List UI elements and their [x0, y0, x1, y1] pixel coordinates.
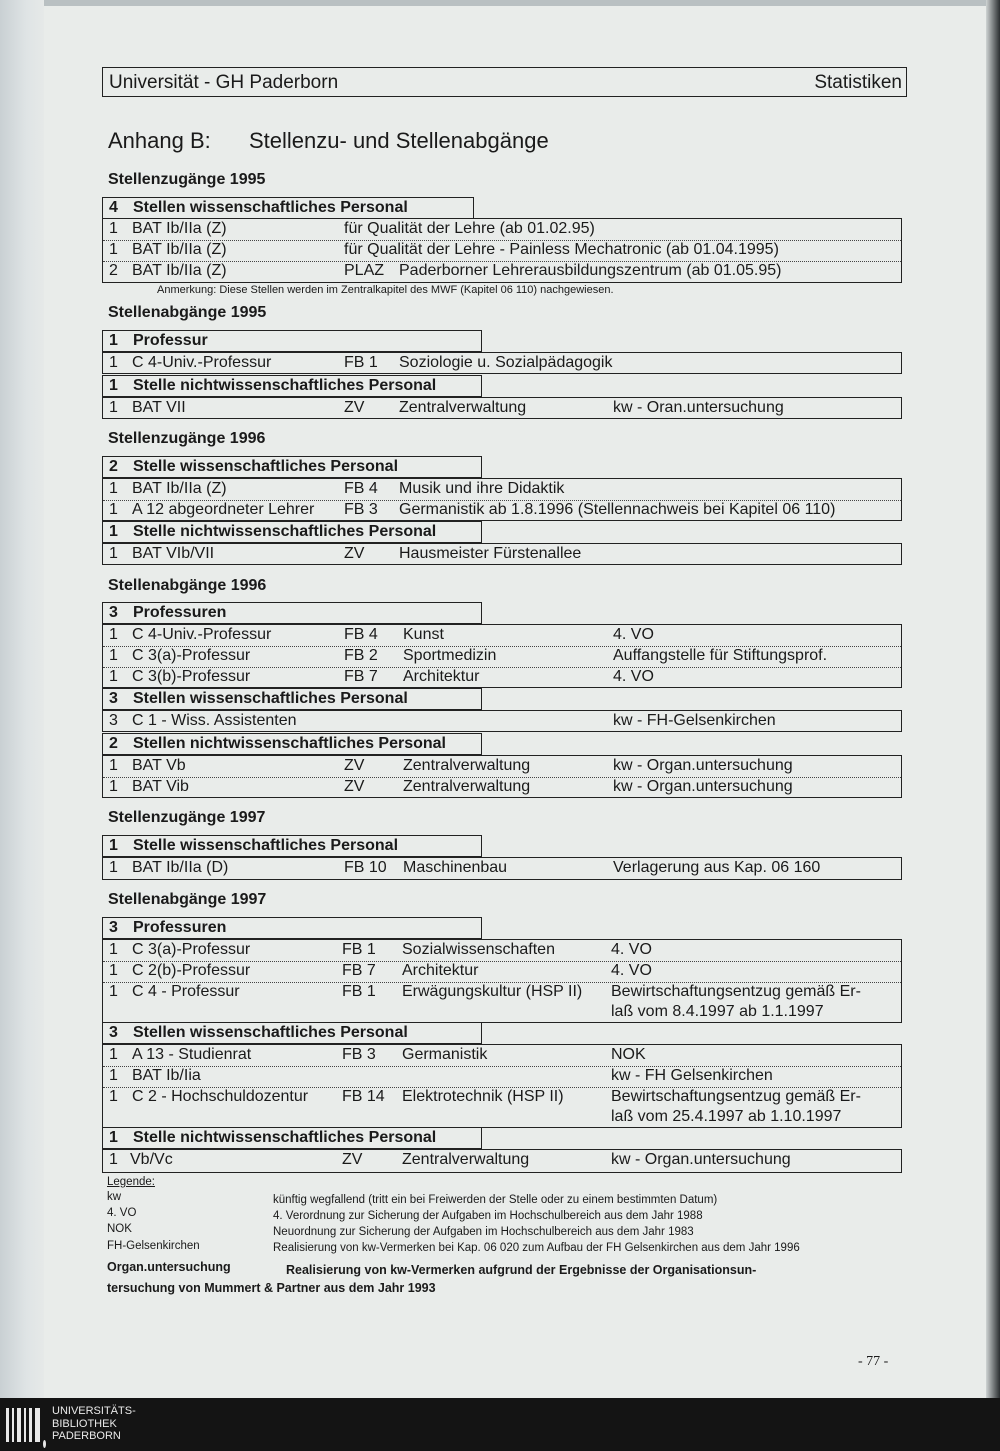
legend-definition-continued: tersuchung von Mummert & Partner aus dem Jahr 1993: [107, 1281, 436, 1295]
legend-term: FH-Gelsenkirchen: [107, 1240, 200, 1252]
rows-box: [102, 624, 902, 688]
table-row: 1 A 12 abgeordneter Lehrer FB 3 Germanistik ab 1.8.1996 (Stellennachweis bei Kapitel 06 110): [109, 501, 836, 518]
library-name: UNIVERSITÄTS- BIBLIOTHEK PADERBORN: [52, 1405, 136, 1442]
category-box: 3 Professuren: [102, 602, 482, 624]
legend-term: 4. VO: [107, 1207, 137, 1219]
legend-term: NOK: [107, 1223, 132, 1235]
legend-title: Legende:: [107, 1176, 155, 1188]
section-heading: Stellenzugänge 1997: [108, 809, 266, 826]
category-box: 1 Stelle wissenschaftliches Personal: [102, 835, 482, 857]
page-number: - 77 -: [858, 1354, 889, 1369]
table-row: 1 BAT Vib ZV Zentralverwaltung kw - Organ.untersuchung: [109, 778, 793, 795]
header-university: Universität - GH Paderborn: [109, 72, 339, 93]
table-row: 1 BAT Ib/IIa (Z) FB 4 Musik und ihre Didaktik: [103, 479, 901, 501]
category-box: [102, 197, 474, 219]
table-row: 2 BAT Ib/IIa (Z) PLAZ Paderborner Lehrerausbildungszentrum (ab 01.05.95): [109, 262, 782, 279]
section-heading: Stellenzugänge 1995: [108, 171, 266, 188]
table-row: 3 C 1 - Wiss. Assistenten kw - FH-Gelsenkirchen: [109, 712, 776, 729]
page-title: Stellenzu- und Stellenabgänge: [249, 128, 549, 153]
scan-top-edge: [0, 0, 1000, 6]
section-heading: Stellenabgänge 1996: [108, 577, 267, 594]
category-box: 1 Stelle nichtwissenschaftliches Personal: [102, 521, 482, 543]
page-header: [102, 67, 907, 97]
table-row: 1 C 2(b)-Professur FB 7 Architektur 4. VO: [103, 961, 901, 983]
category-count: 4: [109, 199, 118, 216]
table-row: 1 BAT Ib/Iia kw - FH Gelsenkirchen: [103, 1066, 901, 1088]
table-row: 1 BAT VII ZV Zentralverwaltung kw - Oran.untersuchung: [109, 399, 784, 416]
legend-definition: künftig wegfallend (tritt ein bei Freiwerden der Stelle oder zu einem bestimmten Datum): [273, 1194, 718, 1206]
rows-box: [102, 218, 902, 283]
section-heading: Stellenabgänge 1995: [108, 304, 267, 321]
legend-definition: Realisierung von kw-Vermerken aufgrund der Ergebnisse der Organisationsun-: [286, 1263, 757, 1277]
table-row: 1 C 4-Univ.-Professur FB 1 Soziologie u. Sozialpädagogik: [109, 354, 613, 371]
legend-definition: 4. Verordnung zur Sicherung der Aufgaben im Hochschulbereich aus dem Jahr 1988: [273, 1210, 703, 1222]
table-row: 1 C 3(a)-Professur FB 2 Sportmedizin Auffangstelle für Stiftungsprof.: [103, 646, 901, 668]
category-box: 2 Stelle wissenschaftliches Personal: [102, 456, 482, 478]
table-row: 1 BAT Vb ZV Zentralverwaltung kw - Organ.untersuchung: [103, 756, 901, 778]
rows-box: [102, 1149, 902, 1173]
rows-box: [102, 710, 902, 732]
table-row: 1 BAT Ib/IIa (Z) für Qualität der Lehre (ab 01.02.95): [103, 219, 901, 241]
rows-box: [102, 397, 902, 419]
section-heading: Stellenzugänge 1996: [108, 430, 266, 447]
table-row: 1 C 2 - Hochschuldozentur FB 14 Elektrotechnik (HSP II) Bewirtschaftungsentzug gemäß Er- laß vom 25.4.1997 ab 1.10.1997: [109, 1088, 861, 1125]
footnote: Anmerkung: Diese Stellen werden im Zentralkapitel des MWF (Kapitel 06 110) nachgewiesen.: [157, 284, 614, 296]
table-row: 1 C 4 - Professur FB 1 Erwägungskultur (HSP II) Bewirtschaftungsentzug gemäß Er- laß vom 8.4.1997 ab 1.1.1997: [109, 983, 861, 1020]
rows-box: [102, 857, 902, 880]
legend-term: Organ.untersuchung: [107, 1260, 231, 1274]
table-row: 1 BAT VIb/VII ZV Hausmeister Fürstenallee: [109, 545, 582, 562]
category-box: 3 Stellen wissenschaftliches Personal: [102, 1022, 482, 1044]
scan-binding-edge: [0, 0, 44, 1451]
table-row: 1 BAT Ib/IIa (Z) für Qualität der Lehre - Painless Mechatronic (ab 01.04.1995): [103, 240, 901, 262]
table-row: 1 C 3(a)-Professur FB 1 Sozialwissenschaften 4. VO: [103, 940, 901, 962]
table-row: 1 C 4-Univ.-Professur FB 4 Kunst 4. VO: [103, 625, 901, 647]
category-box: 1 Stelle nichtwissenschaftliches Personal: [102, 1127, 482, 1149]
legend-definition: Realisierung von kw-Vermerken bei Kap. 06 020 zum Aufbau der FH Gelsenkirchen aus dem Jahr 1996: [273, 1242, 800, 1254]
header-section: Statistiken: [814, 72, 902, 93]
library-banner: [0, 1398, 1000, 1451]
rows-box: [102, 939, 902, 1023]
rows-box: [102, 1044, 902, 1128]
rows-box: [102, 755, 902, 798]
category-box: 3 Professuren: [102, 917, 482, 939]
section-heading: Stellenabgänge 1997: [108, 891, 267, 908]
table-row: 1 C 3(b)-Professur FB 7 Architektur 4. VO: [109, 668, 654, 685]
table-row: 1 A 13 - Studienrat FB 3 Germanistik NOK: [103, 1045, 901, 1067]
legend-definition: Neuordnung zur Sicherung der Aufgaben im Hochschulbereich aus dem Jahr 1983: [273, 1226, 694, 1238]
table-row: 1 BAT Ib/IIa (D) FB 10 Maschinenbau Verlagerung aus Kap. 06 160: [109, 859, 821, 876]
category-box: 1 Professur: [102, 330, 482, 352]
legend-term: kw: [107, 1191, 122, 1203]
rows-box: [102, 352, 902, 374]
table-row: 1 Vb/Vc ZV Zentralverwaltung kw - Organ.untersuchung: [109, 1151, 791, 1168]
scan-right-edge: [986, 0, 1000, 1451]
category-label: Stellen wissenschaftliches Personal: [133, 199, 408, 216]
rows-box: [102, 543, 902, 565]
rows-box: [102, 478, 902, 521]
appendix-label: Anhang B:: [108, 128, 211, 153]
category-box: 2 Stellen nichtwissenschaftliches Personal: [102, 733, 482, 755]
category-box: 1 Stelle nichtwissenschaftliches Personal: [102, 375, 482, 397]
category-box: 3 Stellen wissenschaftliches Personal: [102, 688, 482, 710]
